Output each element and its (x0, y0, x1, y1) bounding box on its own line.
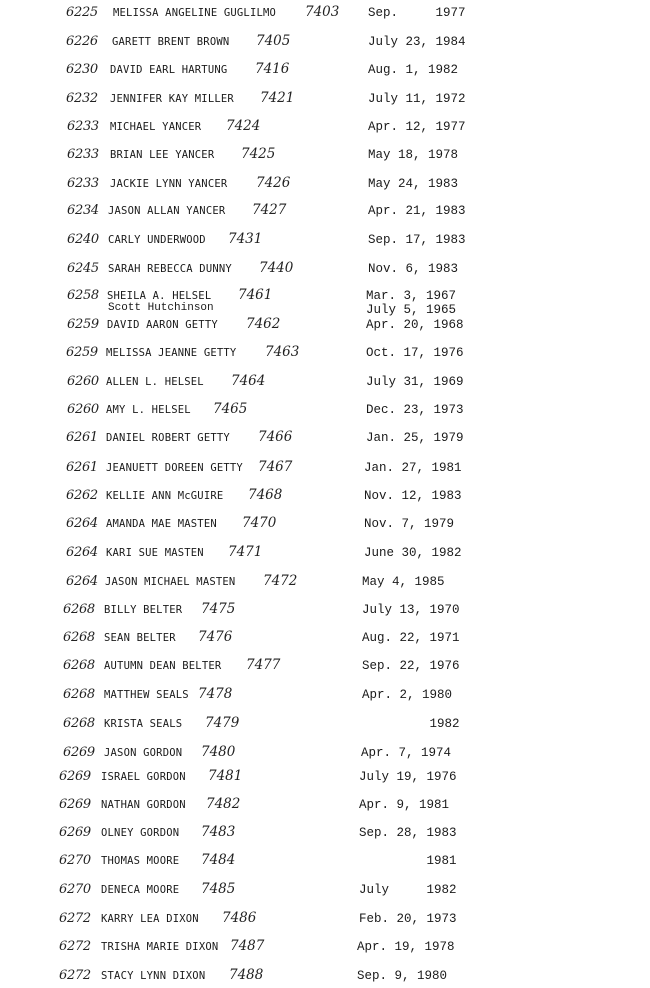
table-row (0, 939, 650, 959)
birth-date: Apr. 20, 1968 (366, 318, 464, 332)
record-code: 7464 (231, 373, 266, 389)
record-code: 7480 (201, 744, 236, 760)
table-row (0, 232, 650, 252)
person-name: ALLEN L. HELSEL (106, 376, 204, 388)
table-row (0, 574, 650, 594)
record-number: 6234 (67, 203, 99, 218)
record-code: 7463 (265, 344, 300, 360)
record-number: 6270 (59, 853, 91, 868)
record-number: 6269 (59, 825, 91, 840)
record-number: 6260 (67, 374, 99, 389)
table-row (0, 488, 650, 508)
person-name: DAVID AARON GETTY (107, 319, 218, 331)
birth-date: Dec. 23, 1973 (366, 403, 464, 417)
record-code: 7467 (258, 459, 293, 475)
table-row (0, 34, 650, 54)
record-number: 6268 (63, 602, 95, 617)
table-row (0, 687, 650, 707)
table-row (0, 317, 650, 337)
record-code: 7478 (198, 686, 233, 702)
record-number: 6258 (67, 288, 99, 303)
note-date: July 5, 1965 (366, 303, 457, 317)
record-number: 6233 (67, 176, 99, 191)
birth-date: Sep. 22, 1976 (362, 659, 460, 673)
person-name: KRISTA SEALS (104, 718, 183, 730)
record-code: 7477 (246, 657, 281, 673)
table-row (0, 545, 650, 565)
birth-date: Feb. 20, 1973 (359, 912, 457, 926)
table-row (0, 716, 650, 736)
record-number: 6269 (59, 769, 91, 784)
person-name: KELLIE ANN McGUIRE (106, 490, 224, 502)
table-row (0, 602, 650, 622)
record-code: 7416 (255, 61, 290, 77)
record-code: 7481 (208, 768, 243, 784)
table-row (0, 430, 650, 450)
record-code: 7485 (201, 881, 236, 897)
record-number: 6264 (66, 545, 98, 560)
person-name: KARI SUE MASTEN (106, 547, 204, 559)
person-name: AMANDA MAE MASTEN (106, 518, 217, 530)
record-code: 7483 (201, 824, 236, 840)
birth-date: July 1982 (359, 883, 457, 897)
person-name: NATHAN GORDON (101, 799, 186, 811)
birth-date: Apr. 7, 1974 (361, 746, 452, 760)
birth-date: May 18, 1978 (368, 148, 459, 162)
record-code: 7427 (252, 202, 287, 218)
record-number: 6261 (66, 430, 98, 445)
birth-date: Aug. 22, 1971 (362, 631, 460, 645)
record-number: 6230 (66, 62, 98, 77)
person-name: DENECA MOORE (101, 884, 180, 896)
table-row (0, 62, 650, 82)
person-name: MICHAEL YANCER (110, 121, 202, 133)
record-code: 7462 (246, 316, 281, 332)
note-name: Scott Hutchinson (108, 302, 214, 314)
birth-date: Apr. 21, 1983 (368, 204, 466, 218)
record-number: 6233 (67, 119, 99, 134)
table-row (0, 630, 650, 650)
birth-date: Mar. 3, 1967 (366, 289, 457, 303)
record-code: 7461 (238, 287, 273, 303)
table-row (0, 516, 650, 536)
record-number: 6268 (63, 716, 95, 731)
birth-date: Apr. 12, 1977 (368, 120, 466, 134)
table-row (0, 911, 650, 931)
table-row (0, 658, 650, 678)
birth-date: May 4, 1985 (362, 575, 445, 589)
record-number: 6269 (59, 797, 91, 812)
record-number: 6259 (67, 317, 99, 332)
birth-date: July 19, 1976 (359, 770, 457, 784)
person-name: THOMAS MOORE (101, 855, 180, 867)
table-row (0, 882, 650, 902)
person-name: ISRAEL GORDON (101, 771, 186, 783)
record-code: 7487 (230, 938, 265, 954)
person-name: OLNEY GORDON (101, 827, 180, 839)
birth-date: Jan. 27, 1981 (364, 461, 462, 475)
birth-date: July 31, 1969 (366, 375, 464, 389)
table-row (0, 345, 650, 365)
birth-date: June 30, 1982 (364, 546, 462, 560)
record-code: 7488 (229, 967, 264, 983)
birth-date: 1981 (359, 854, 457, 868)
record-code: 7479 (205, 715, 240, 731)
record-number: 6240 (67, 232, 99, 247)
record-number: 6232 (66, 91, 98, 106)
record-code: 7426 (256, 175, 291, 191)
birth-date: Sep. 9, 1980 (357, 969, 448, 983)
record-code: 7482 (206, 796, 241, 812)
table-row (0, 853, 650, 873)
record-code: 7403 (305, 4, 340, 20)
birth-date: July 11, 1972 (368, 92, 466, 106)
record-number: 6272 (59, 911, 91, 926)
person-name: GARETT BRENT BROWN (112, 36, 230, 48)
record-number: 6233 (67, 147, 99, 162)
person-name: MELISSA JEANNE GETTY (106, 347, 237, 359)
person-name: DANIEL ROBERT GETTY (106, 432, 230, 444)
table-row (0, 745, 650, 765)
person-name: CARLY UNDERWOOD (108, 234, 206, 246)
record-code: 7468 (248, 487, 283, 503)
table-row (0, 5, 650, 25)
record-code: 7470 (242, 515, 277, 531)
table-row (0, 288, 650, 308)
record-code: 7486 (222, 910, 257, 926)
birth-date: Apr. 9, 1981 (359, 798, 450, 812)
record-number: 6270 (59, 882, 91, 897)
birth-date: Jan. 25, 1979 (366, 431, 464, 445)
person-name: JASON ALLAN YANCER (108, 205, 226, 217)
birth-date: Sep. 17, 1983 (368, 233, 466, 247)
table-row (0, 261, 650, 281)
record-code: 7421 (260, 90, 295, 106)
person-name: AUTUMN DEAN BELTER (104, 660, 222, 672)
birth-date: Aug. 1, 1982 (368, 63, 459, 77)
table-row (0, 825, 650, 845)
person-name: AMY L. HELSEL (106, 404, 191, 416)
record-code: 7405 (256, 33, 291, 49)
birth-date: Apr. 2, 1980 (362, 688, 453, 702)
table-row (0, 91, 650, 111)
birth-date: Nov. 12, 1983 (364, 489, 462, 503)
birth-date: Nov. 6, 1983 (368, 262, 459, 276)
table-row (0, 119, 650, 139)
record-code: 7476 (198, 629, 233, 645)
record-code: 7440 (259, 260, 294, 276)
record-code: 7465 (213, 401, 248, 417)
birth-date: 1982 (362, 717, 460, 731)
table-row (0, 147, 650, 167)
record-number: 6272 (59, 939, 91, 954)
person-name: SARAH REBECCA DUNNY (108, 263, 232, 275)
record-number: 6261 (66, 460, 98, 475)
table-row (0, 374, 650, 394)
person-name: SHEILA A. HELSEL (107, 290, 212, 302)
person-name: MATTHEW SEALS (104, 689, 189, 701)
record-number: 6260 (67, 402, 99, 417)
person-name: MELISSA ANGELINE GUGLILMO (113, 7, 277, 19)
record-code: 7425 (241, 146, 276, 162)
record-code: 7484 (201, 852, 236, 868)
record-number: 6272 (59, 968, 91, 983)
birth-date: Oct. 17, 1976 (366, 346, 464, 360)
person-name: JASON GORDON (104, 747, 183, 759)
person-name: DAVID EARL HARTUNG (110, 64, 228, 76)
record-code: 7472 (263, 573, 298, 589)
birth-date: July 23, 1984 (368, 35, 466, 49)
record-number: 6269 (63, 745, 95, 760)
birth-date: July 13, 1970 (362, 603, 460, 617)
record-code: 7475 (201, 601, 236, 617)
person-name: SEAN BELTER (104, 632, 176, 644)
person-name: JEANUETT DOREEN GETTY (106, 462, 243, 474)
person-name: STACY LYNN DIXON (101, 970, 206, 982)
record-number: 6268 (63, 687, 95, 702)
person-name: JENNIFER KAY MILLER (110, 93, 234, 105)
birth-date: Sep. 28, 1983 (359, 826, 457, 840)
person-name: JACKIE LYNN YANCER (110, 178, 228, 190)
birth-date: May 24, 1983 (368, 177, 459, 191)
record-number: 6262 (66, 488, 98, 503)
person-name: TRISHA MARIE DIXON (101, 941, 219, 953)
record-code: 7466 (258, 429, 293, 445)
record-number: 6264 (66, 516, 98, 531)
birth-date: Nov. 7, 1979 (364, 517, 455, 531)
record-number: 6268 (63, 658, 95, 673)
table-row (0, 402, 650, 422)
person-name: KARRY LEA DIXON (101, 913, 199, 925)
record-number: 6225 (66, 5, 98, 20)
record-number: 6264 (66, 574, 98, 589)
table-row (0, 203, 650, 223)
birth-date: Apr. 19, 1978 (357, 940, 455, 954)
table-row (0, 797, 650, 817)
person-name: BILLY BELTER (104, 604, 183, 616)
record-number: 6245 (67, 261, 99, 276)
table-row (0, 769, 650, 789)
birth-date: Sep. 1977 (368, 6, 466, 20)
table-row (0, 460, 650, 480)
record-number: 6226 (66, 34, 98, 49)
table-row (0, 968, 650, 988)
table-row (0, 176, 650, 196)
record-code: 7431 (228, 231, 263, 247)
person-name: BRIAN LEE YANCER (110, 149, 215, 161)
record-code: 7424 (226, 118, 261, 134)
record-number: 6268 (63, 630, 95, 645)
person-name: JASON MICHAEL MASTEN (105, 576, 236, 588)
record-code: 7471 (228, 544, 263, 560)
record-number: 6259 (66, 345, 98, 360)
